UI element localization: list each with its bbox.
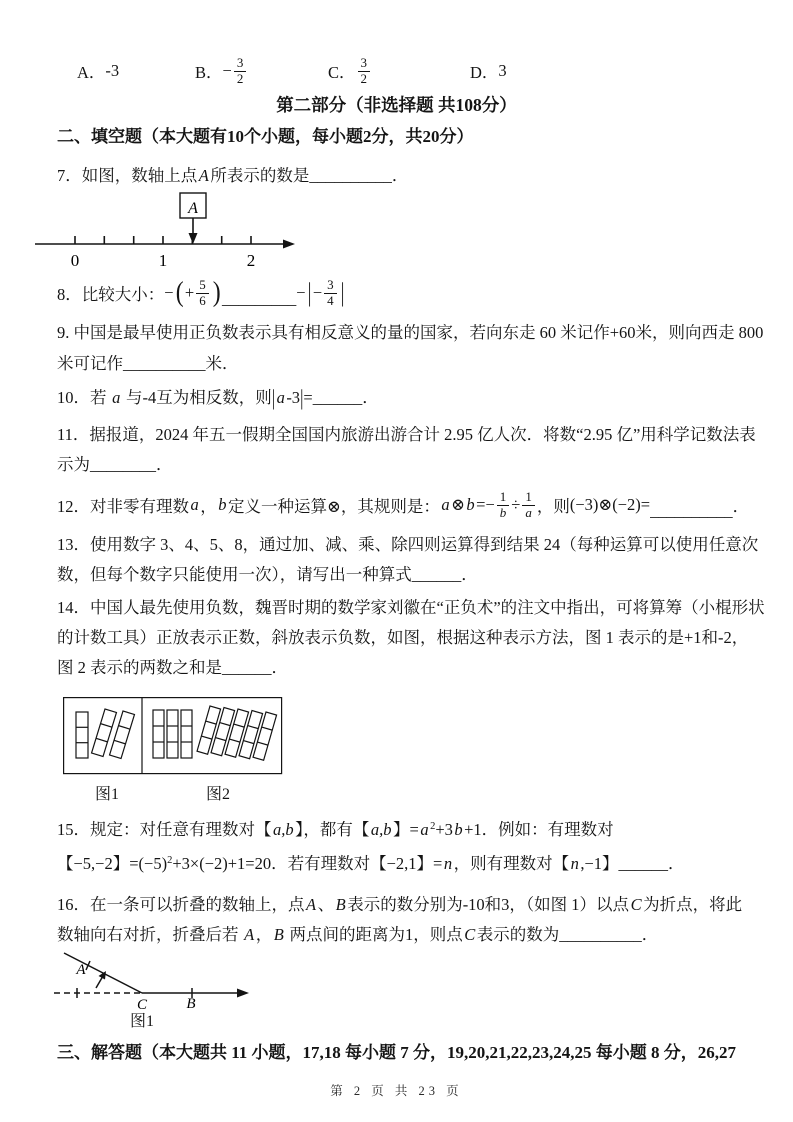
tick-label-1: 1 xyxy=(158,251,168,270)
q15-var-n: n xyxy=(443,854,453,873)
q9-text: 米． xyxy=(205,354,239,373)
question-8 xyxy=(57,270,346,316)
fold-figure-caption: 图1 xyxy=(130,1013,155,1030)
fraction-numerator: 3 xyxy=(358,56,371,72)
number-line-figure xyxy=(33,190,298,274)
question-15-line-2 xyxy=(57,848,763,877)
choice-d-value: 3 xyxy=(498,61,507,80)
figure-2-caption: 图2 xyxy=(206,786,231,803)
q15-var-b: b xyxy=(454,820,463,839)
q16-var-B: B xyxy=(335,895,346,914)
q12-fraction-2 xyxy=(522,490,535,521)
q12-divide: ÷ xyxy=(511,495,521,514)
q16-text: 16．在一条可以折叠的数轴上，点 xyxy=(57,895,305,914)
q16-text: ． xyxy=(641,925,659,944)
q15-pair-ab: a,b xyxy=(370,820,392,839)
figure-1-caption: 图1 xyxy=(95,786,120,803)
fold-point-A-label: A xyxy=(76,962,86,978)
q15-text: ． xyxy=(668,854,685,873)
choice-c-label: C． xyxy=(328,63,356,82)
q15-superscript: 2 xyxy=(167,855,173,866)
point-A-label: A xyxy=(188,200,198,217)
question-15-line-1 xyxy=(57,814,763,843)
q12-equals: = xyxy=(476,495,486,514)
q12-var-a: a xyxy=(190,495,199,514)
q10-var-a: a xyxy=(276,388,285,407)
q12-text: ． xyxy=(732,497,750,516)
q15-text: 【−5,−2】=(−5) xyxy=(57,854,168,873)
fraction-denominator: a xyxy=(525,504,532,520)
q16-text: 、 xyxy=(317,895,335,914)
q8-text: 8．比较大小： xyxy=(57,285,165,304)
q13-text: ． xyxy=(461,565,478,584)
choice-b-fraction xyxy=(234,56,247,87)
question-16-line-2 xyxy=(57,922,763,948)
choice-b xyxy=(195,46,248,96)
q15-text: 15．规定：对任意有理数对【 xyxy=(57,820,272,839)
fold-point-C-label: C xyxy=(136,997,148,1013)
q12-fraction-1 xyxy=(497,490,510,521)
q12-math-a: a xyxy=(441,495,450,514)
fraction-denominator: 2 xyxy=(360,70,368,86)
axis-arrowhead xyxy=(237,989,249,998)
choice-b-label: B． xyxy=(195,63,223,82)
q10-text: ． xyxy=(362,388,379,407)
choices-row xyxy=(57,46,747,96)
q14-text: 图 2 表示的两数之和是 xyxy=(57,658,222,677)
fraction-denominator: b xyxy=(499,504,507,520)
question-16-line-1 xyxy=(57,892,763,918)
q15-text: ，则有理数对【 xyxy=(453,854,570,873)
q12-math-b: b xyxy=(466,495,475,514)
q13-text: 数，但每个数字只能使用一次），请写出一种算式 xyxy=(57,565,412,584)
counting-rods-figure xyxy=(63,697,283,777)
q16-var-A: A xyxy=(244,925,255,944)
choice-c xyxy=(328,46,372,96)
q10-abs-bar: | xyxy=(300,384,304,411)
q12-text: ，则 xyxy=(536,497,570,516)
question-13-line-1: 13．使用数字 3、4、5、8，通过加、减、乘、除四则运算得到结果 24（每种运算可以使用任意次 xyxy=(57,535,759,554)
choice-b-sign: − xyxy=(222,61,232,80)
q8-right-paren: ) xyxy=(212,277,221,308)
slanted-rod xyxy=(110,711,135,758)
fill-in-header: 二、填空题（本大题有10个小题，每小题2分，共20分） xyxy=(57,127,474,146)
tick-label-2: 2 xyxy=(246,251,256,270)
q15-var-a: a xyxy=(420,820,429,839)
upright-rod xyxy=(76,712,88,758)
pointer-arrowhead xyxy=(189,233,198,244)
q12-expression: (−3)⊗(−2)= xyxy=(569,495,651,514)
q7-text: 7．如图，数轴上点 xyxy=(57,166,198,185)
fraction-denominator: 2 xyxy=(236,70,244,86)
q16-text: ， xyxy=(255,925,273,944)
upright-rod xyxy=(153,710,192,758)
choice-a-value: -3 xyxy=(105,61,120,80)
q12-text: 定义一种运算⊗，其规则是： xyxy=(228,497,440,516)
question-13-line-2 xyxy=(57,562,763,588)
choice-a-label: A． xyxy=(77,63,106,82)
part3-header: 三、解答题（本大题共 11 小题，17,18 每小题 7 分，19,20,21,22,23,24,25 每小题 8 分，26,27 xyxy=(57,1043,737,1062)
question-14-line-2: 的计数工具）正放表示正数，斜放表示负数，如图，根据这种表示方法，图 1 表示的是+1和-2， xyxy=(57,628,749,647)
q15-var-n: n xyxy=(570,854,579,873)
q13-blank: ______ xyxy=(411,565,462,584)
q12-var-b: b xyxy=(218,495,227,514)
q8-plus: + xyxy=(184,283,195,302)
q11-text: 示为 xyxy=(57,455,90,474)
q16-text: 为折点，将此 xyxy=(643,895,743,914)
q16-var-A: A xyxy=(306,895,317,914)
tick-label-0: 0 xyxy=(70,251,80,270)
folded-number-line-figure xyxy=(40,947,265,1011)
q8-minus: − xyxy=(164,283,174,302)
q16-text: 两点间的距离为1，则点 xyxy=(285,925,463,944)
q8-minus: − xyxy=(312,283,323,302)
q12-text: 12．对非零有理数 xyxy=(57,497,189,516)
q10-abs-bar: | xyxy=(271,384,276,411)
question-12 xyxy=(57,482,749,528)
q8-abs-bar: | xyxy=(307,278,312,307)
q8-fraction-1 xyxy=(196,278,209,309)
q9-text: 米可记作 xyxy=(57,354,123,373)
q12-minus: − xyxy=(485,495,495,514)
q11-blank: ________ xyxy=(90,455,156,474)
fraction-numerator: 5 xyxy=(196,278,209,294)
question-14-line-1: 14．中国人最先使用负数，魏晋时期的数学家刘徽在“正负术”的注文中指出，可将算筹（小棍形状 xyxy=(57,598,765,617)
question-14-line-3 xyxy=(57,655,763,681)
question-9-line-2 xyxy=(57,351,763,377)
q10-equals: = xyxy=(303,388,313,407)
q12-blank: __________ xyxy=(650,501,733,520)
q15-text: 】，都有【 xyxy=(295,820,370,839)
q7-text: 所表示的数是 xyxy=(210,166,310,185)
q15-superscript: 2 xyxy=(430,821,436,832)
q15-pair-ab: a,b xyxy=(273,820,294,839)
q8-blank: _________ xyxy=(222,289,297,308)
q16-var-C: C xyxy=(464,925,476,944)
q14-text: ． xyxy=(271,658,288,677)
choice-d-label: D． xyxy=(470,63,499,82)
q10-var-a: a xyxy=(112,388,121,407)
fraction-numerator: 1 xyxy=(497,490,510,506)
page-number-footer: 第 2 页 共 23 页 xyxy=(330,1084,463,1098)
q14-blank: ______ xyxy=(222,658,272,677)
q7-blank: __________ xyxy=(309,166,392,185)
fraction-numerator: 3 xyxy=(324,278,337,294)
question-10 xyxy=(57,385,763,411)
q7-text: ． xyxy=(391,166,409,185)
q8-fraction-2 xyxy=(324,278,337,309)
q12-text: ， xyxy=(200,497,217,516)
q15-text: +3 xyxy=(435,820,453,839)
q16-text: 数轴向右对折，折叠后若 xyxy=(57,925,243,944)
axis-arrowhead xyxy=(283,240,295,249)
fold-point-B-label: B xyxy=(186,996,196,1012)
question-11-line-2 xyxy=(57,452,763,478)
q11-text: ． xyxy=(156,455,173,474)
question-11-line-1: 11．据报道，2024 年五一假期全国国内旅游出游合计 2.95 亿人次．将数“2.95 亿”用科学记数法表 xyxy=(57,425,756,444)
q15-blank: ______ xyxy=(618,854,669,873)
q8-abs-bar: | xyxy=(340,278,345,307)
q16-var-B: B xyxy=(273,925,284,944)
q10-text: 10．若 xyxy=(57,388,111,407)
fraction-denominator: 6 xyxy=(199,292,206,308)
choice-c-fraction xyxy=(358,56,371,87)
choice-d xyxy=(470,46,507,96)
q9-blank: __________ xyxy=(123,354,206,373)
fraction-denominator: 4 xyxy=(327,292,334,308)
fraction-numerator: 3 xyxy=(234,56,247,72)
q15-text: 】= xyxy=(393,820,419,839)
q8-left-paren: ( xyxy=(175,277,184,308)
q16-text: 表示的数为 xyxy=(476,925,560,944)
q10-text: -3 xyxy=(286,388,301,407)
choice-a xyxy=(77,46,119,96)
q7-var-A: A xyxy=(198,166,209,185)
q16-blank: __________ xyxy=(559,925,642,944)
question-7 xyxy=(57,163,763,189)
q15-text: +1．例如：有理数对 xyxy=(464,820,614,839)
q12-otimes: ⊗ xyxy=(451,495,465,514)
q15-text: +3×(−2)+1=20．若有理数对【−2,1】= xyxy=(172,854,443,873)
question-9-line-1: 9. 中国是最早使用正负数表示具有相反意义的量的国家，若向东走 60 米记作+60米，则向西走 800 xyxy=(57,323,764,342)
q16-var-C: C xyxy=(630,895,642,914)
q8-minus: − xyxy=(296,283,306,302)
q15-text: ,−1】 xyxy=(580,854,619,873)
q10-blank: ______ xyxy=(312,388,363,407)
q16-text: 表示的数分别为-10和3，（如图 1）以点 xyxy=(347,895,630,914)
slanted-rod xyxy=(92,709,117,756)
fraction-numerator: 1 xyxy=(522,490,535,506)
part2-title: 第二部分（非选择题 共108分） xyxy=(276,95,517,115)
q10-text: 与-4互为相反数，则 xyxy=(121,388,272,407)
